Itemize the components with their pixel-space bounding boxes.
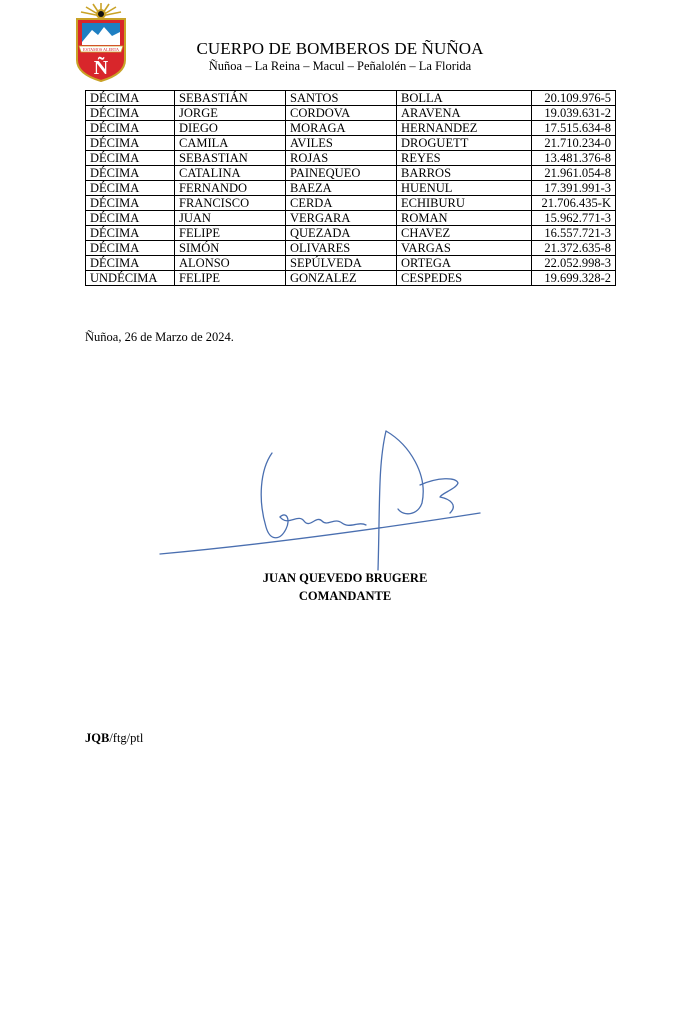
table-row (86, 136, 616, 151)
table-cell: HUENUL (397, 181, 532, 196)
table-cell: FRANCISCO (175, 196, 286, 211)
table-cell: VERGARA (286, 211, 397, 226)
table-cell: DROGUETT (397, 136, 532, 151)
table-cell: BAEZA (286, 181, 397, 196)
table-cell: ROMAN (397, 211, 532, 226)
table-cell: DÉCIMA (86, 151, 175, 166)
signer-name: JUAN QUEVEDO BRUGERE (262, 571, 428, 585)
table-cell: CHAVEZ (397, 226, 532, 241)
table-cell: 15.962.771-3 (532, 211, 616, 226)
table-cell: GONZALEZ (286, 271, 397, 286)
table-cell: VARGAS (397, 241, 532, 256)
table-cell: 17.391.991-3 (532, 181, 616, 196)
table-cell: SEBASTIAN (175, 151, 286, 166)
date-line: Ñuñoa, 26 de Marzo de 2024. (85, 330, 234, 344)
table-cell: JORGE (175, 106, 286, 121)
table-row (86, 211, 616, 226)
table-cell: SEPÚLVEDA (286, 256, 397, 271)
table-cell: DÉCIMA (86, 166, 175, 181)
table-row (86, 196, 616, 211)
table-cell: 22.052.998-3 (532, 256, 616, 271)
table-cell: DÉCIMA (86, 121, 175, 136)
initials-bold: JQB (85, 731, 110, 745)
table-cell: ROJAS (286, 151, 397, 166)
roster-table (85, 90, 616, 286)
table-cell: DÉCIMA (86, 256, 175, 271)
table-cell: 21.706.435-K (532, 196, 616, 211)
table-cell: DÉCIMA (86, 211, 175, 226)
table-cell: HERNANDEZ (397, 121, 532, 136)
table-cell: BARROS (397, 166, 532, 181)
table-cell: DÉCIMA (86, 196, 175, 211)
table-cell: QUEZADA (286, 226, 397, 241)
table-cell: DIEGO (175, 121, 286, 136)
table-cell: BOLLA (397, 91, 532, 106)
table-cell: DÉCIMA (86, 136, 175, 151)
table-cell: ECHIBURU (397, 196, 532, 211)
table-row (86, 256, 616, 271)
table-cell: 17.515.634-8 (532, 121, 616, 136)
table-cell: FELIPE (175, 226, 286, 241)
initials-rest: /ftg/ptl (109, 731, 144, 745)
table-cell: DÉCIMA (86, 226, 175, 241)
table-row (86, 241, 616, 256)
table-cell: MORAGA (286, 121, 397, 136)
table-cell: CESPEDES (397, 271, 532, 286)
table-cell: 19.699.328-2 (532, 271, 616, 286)
table-row (86, 121, 616, 136)
table-row (86, 91, 616, 106)
table-cell: PAINEQUEO (286, 166, 397, 181)
table-cell: CAMILA (175, 136, 286, 151)
table-cell: ARAVENA (397, 106, 532, 121)
page-subtitle: Ñuñoa – La Reina – Macul – Peñalolén – La Florida (208, 59, 472, 73)
table-cell: REYES (397, 151, 532, 166)
table-cell: 13.481.376-8 (532, 151, 616, 166)
table-cell: JUAN (175, 211, 286, 226)
table-cell: SANTOS (286, 91, 397, 106)
table-cell: 21.961.054-8 (532, 166, 616, 181)
reference-initials (85, 731, 143, 746)
table-cell: AVILES (286, 136, 397, 151)
table-cell: DÉCIMA (86, 181, 175, 196)
table-row (86, 181, 616, 196)
table-cell: 21.372.635-8 (532, 241, 616, 256)
table-cell: ALONSO (175, 256, 286, 271)
table-cell: ORTEGA (397, 256, 532, 271)
signer-title: COMANDANTE (298, 589, 392, 603)
table-cell: 19.039.631-2 (532, 106, 616, 121)
table-cell: DÉCIMA (86, 91, 175, 106)
table-cell: 16.557.721-3 (532, 226, 616, 241)
table-row (86, 106, 616, 121)
table-cell: DÉCIMA (86, 106, 175, 121)
table-cell: SIMÓN (175, 241, 286, 256)
signature-image (158, 425, 488, 575)
table-row (86, 166, 616, 181)
table-cell: 21.710.234-0 (532, 136, 616, 151)
table-cell: 20.109.976-5 (532, 91, 616, 106)
table-cell: FERNANDO (175, 181, 286, 196)
table-cell: DÉCIMA (86, 241, 175, 256)
table-cell: CORDOVA (286, 106, 397, 121)
table-row (86, 151, 616, 166)
table-cell: FELIPE (175, 271, 286, 286)
table-row (86, 226, 616, 241)
table-cell: CERDA (286, 196, 397, 211)
table-cell: OLIVARES (286, 241, 397, 256)
page-title: CUERPO DE BOMBEROS DE ÑUÑOA (196, 39, 484, 58)
table-cell: UNDÉCIMA (86, 271, 175, 286)
crest-banner-text: ESTAMOS ALERTA (83, 47, 119, 52)
crest-letter: Ñ (93, 57, 109, 79)
table-cell: CATALINA (175, 166, 286, 181)
table-cell: SEBASTIÁN (175, 91, 286, 106)
fire-department-crest-icon (74, 2, 128, 82)
table-row (86, 271, 616, 286)
